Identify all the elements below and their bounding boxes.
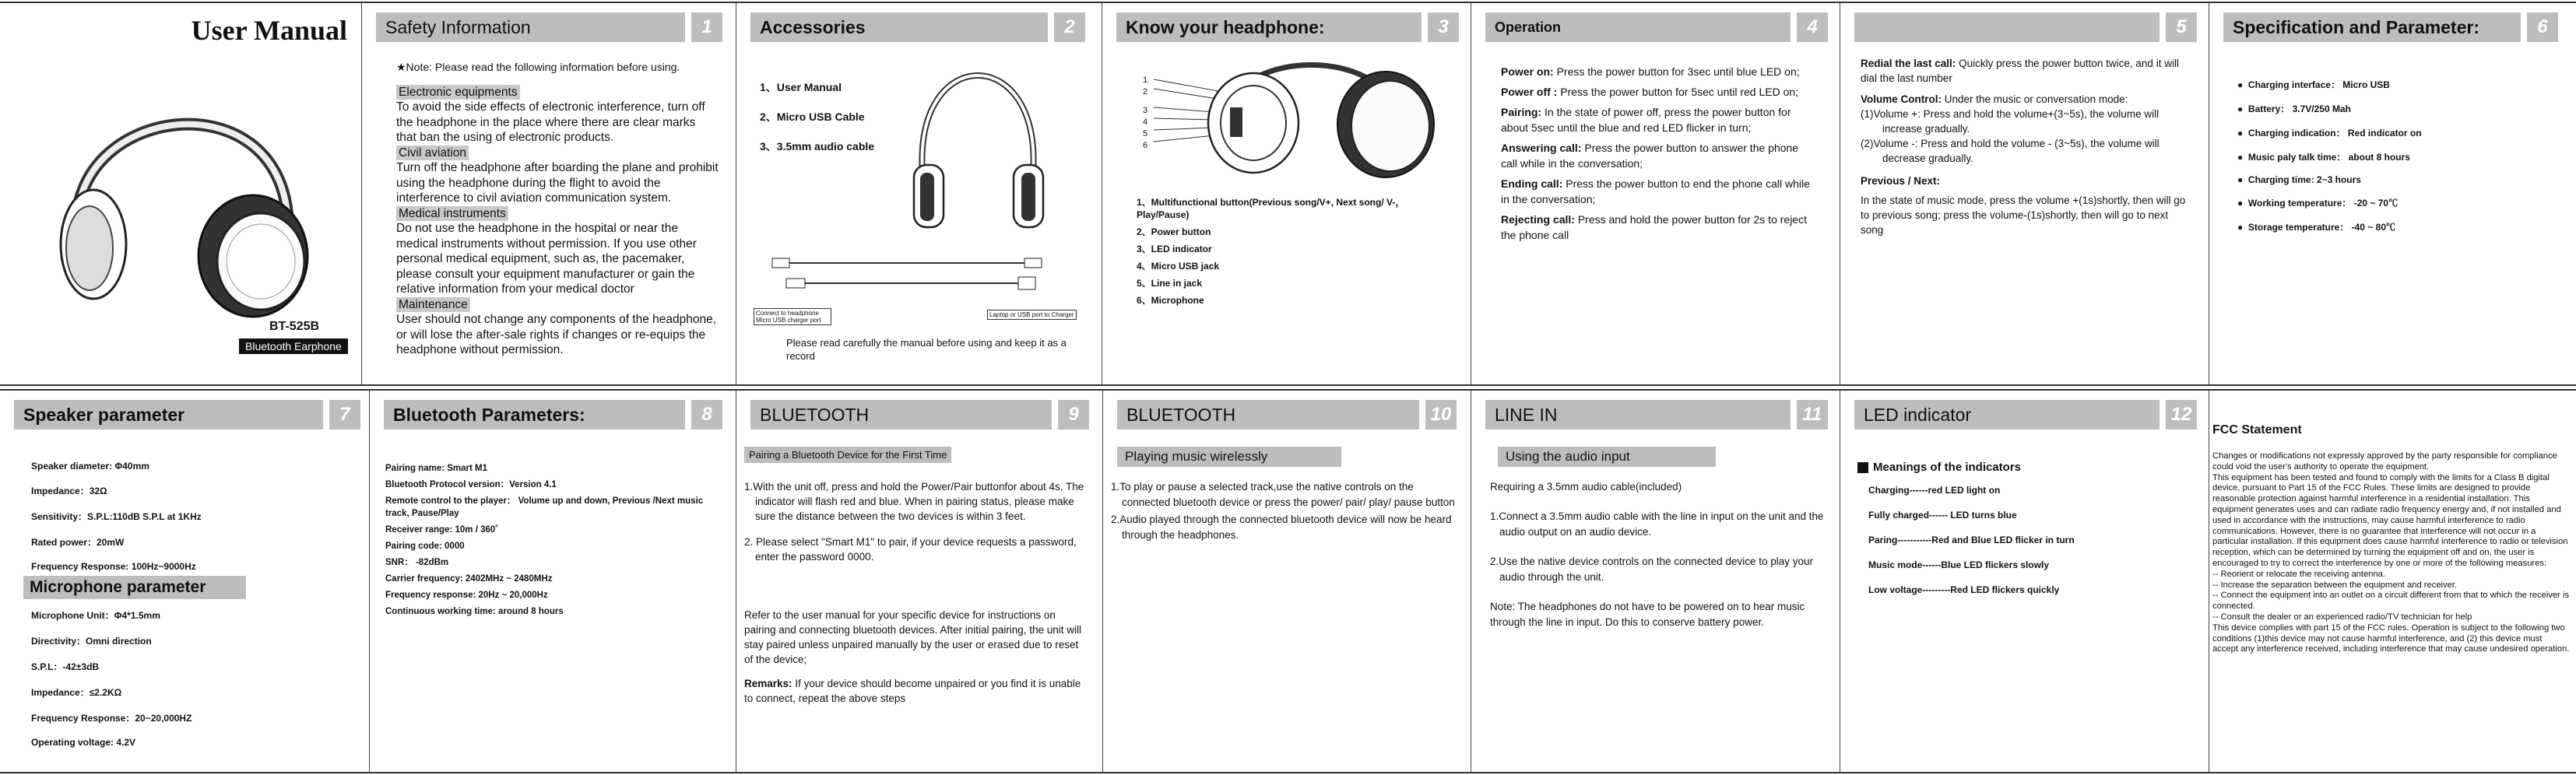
fcc-line: -- Reorient or relocate the receiving antenna. (2212, 569, 2386, 579)
led-list (1868, 485, 2075, 606)
redial-label: Redial the last call: (1861, 58, 1956, 69)
headphone-side-icon (1152, 62, 1448, 179)
cover-panel (0, 3, 362, 384)
prevnext-label: Previous / Next: (1861, 175, 1941, 187)
safety-section (396, 297, 719, 358)
linein-body (1490, 479, 1826, 630)
section-text: User should not change any components of the headphone, or will lose the after-sale rights if changes or re-equips the headphone without permission. (396, 313, 717, 356)
list-item: 6、Microphone (1137, 295, 1204, 306)
list-item: Pairing name: Smart M1 (385, 464, 488, 473)
page-number: 5 (2166, 12, 2197, 42)
top-sheet (0, 2, 2576, 386)
list-item: Receiver range: 10m / 360˚ (385, 525, 499, 535)
volume-item: (2)Volume -: Press and hold the volume - (3~5s), the volume will decrease gradually. (1861, 138, 2160, 164)
btparams-header-title: Bluetooth Parameters: (384, 400, 685, 430)
remarks-label: Remarks: (744, 678, 792, 689)
list-item: Impedance：≤2.2KΩ (31, 687, 122, 698)
entry-label: Rejecting call: (1501, 213, 1575, 226)
list-item: 2、Power button (1137, 226, 1211, 237)
list-item: Rated power：20mW (31, 537, 125, 548)
volume-item: (1)Volume +: Press and hold the volume+(3~5s), the volume will increase gradually. (1861, 108, 2160, 135)
operation-body (1501, 64, 1816, 247)
linein-header-title: LINE IN (1485, 400, 1791, 430)
speaker-header (14, 400, 360, 430)
list-item: Charging------red LED light on (1868, 485, 2001, 496)
list-item: ● Charging indication： Red indicator on (2237, 128, 2422, 139)
accessories-footer: Please read carefully the manual before using and keep it as a record (786, 337, 1067, 362)
list-item: ● Charging time: 2~3 hours (2237, 174, 2361, 185)
section-text: Turn off the headphone after boarding the plane and prohibit using the headphone during the flight to avoid the interference to civil aviation communication system. (396, 161, 719, 205)
led-subheader: Meanings of the indicators (1873, 461, 2022, 474)
callout: 3 (1143, 106, 1148, 115)
list-item: Fully charged------ LED turns blue (1868, 510, 2017, 521)
know-panel (1102, 3, 1471, 384)
safety-header-title: Safety Information (376, 12, 685, 42)
operation-entry (1501, 84, 1816, 100)
cable-icon (768, 252, 1048, 299)
callout: 6 (1143, 141, 1148, 150)
bt-pairing-header (750, 400, 1089, 430)
spec-list (2237, 78, 2422, 233)
music-subheader: Playing music wirelessly (1117, 447, 1341, 467)
pairing-step: 2. Please select "Smart M1" to pair, if your device requests a password, enter the password 0000. (744, 536, 1077, 563)
list-item: ● Storage temperature： -40 ~ 80℃ (2237, 222, 2395, 233)
list-item: 3、3.5mm audio cable (760, 140, 875, 153)
entry-text: Press and hold the power button for 2s to reject the phone call (1501, 213, 1807, 241)
led-header (1854, 400, 2197, 430)
cover-title: User Manual (191, 15, 347, 46)
prevnext-text: In the state of music mode, press the volume +(1s)shortly, then will go to previous song; press the volume-(1s)shortly, then will go to next song (1861, 195, 2186, 236)
callout: 4 (1143, 117, 1148, 127)
safety-section (396, 146, 719, 206)
entry-text: In the state of power off, press the power button for about 5sec until the blue and red LED flicker in turn; (1501, 106, 1791, 134)
speaker-header-title: Speaker parameter (14, 400, 323, 430)
page-number: 1 (691, 12, 722, 42)
list-item: Bluetooth Protocol version：Version 4.1 (385, 480, 557, 489)
page-number: 2 (1054, 12, 1085, 42)
linein-header (1485, 400, 1828, 430)
know-header-title: Know your headphone: (1116, 12, 1422, 42)
spec-header-title: Specification and Parameter: (2223, 12, 2521, 42)
list-item: 4、Micro USB jack (1137, 261, 1220, 272)
fcc-title: FCC Statement (2212, 423, 2302, 437)
fcc-panel (2209, 391, 2576, 772)
list-item: Microphone Unit：Φ4*1.5mm (31, 610, 160, 621)
led-panel (1840, 391, 2209, 772)
section-title: Maintenance (396, 297, 470, 313)
list-item: Paring-----------Red and Blue LED flicker in turn (1868, 535, 2075, 545)
operation-entry (1501, 64, 1816, 79)
mic-header: Microphone parameter (23, 576, 246, 599)
volume-label: Volume Control: (1861, 93, 1942, 105)
redial-entry (1861, 56, 2188, 86)
led-header-title: LED indicator (1854, 400, 2160, 430)
entry-label: Ending call: (1501, 177, 1563, 190)
safety-body (396, 60, 719, 358)
entry-label: Answering call: (1501, 142, 1582, 154)
page-number: 10 (1425, 400, 1457, 430)
fcc-line: This equipment has been tested and found to comply with the limits for a Class B digital device, pursuant to Part 15 of the FCC Rules. These limits are designed to provide reasonable protection against harmful interference in a residential installation. This equipment generates uses and can radiate radio frequency energy and, if not installed and used in accordance with the instructions, may cause harmful interference to radio communications. However, there is no guarantee that interference will not occur in a particular installation. If this equipment does cause harmful interference to radio or television reception, which can be determined by turning the equipment off and on, the user is encouraged to try to correct the interference by one or more of the following measures: (2212, 472, 2568, 568)
accessories-header-title: Accessories (750, 12, 1048, 42)
list-item: 5、Line in jack (1137, 278, 1203, 289)
list-item: ● Music paly talk time： about 8 hours (2237, 152, 2410, 163)
parts-list (1137, 196, 1417, 317)
controls-body (1861, 56, 2188, 237)
section-text: Do not use the headphone in the hospital or near the medical instruments without permission. If you use other personal medical equipment, such as, the pacemaker, please consult your equipment manufacturer or gain the relative information from your medical doctor (396, 222, 697, 296)
entry-text: Press the power button to end the phone call while in the conversation; (1501, 177, 1810, 205)
operation-header (1485, 12, 1828, 42)
operation-entry (1501, 140, 1816, 171)
pairing-body (744, 479, 1088, 706)
safety-header (376, 12, 722, 42)
know-header (1116, 12, 1459, 42)
list-item: Operating voltage: 4.2V (31, 737, 136, 748)
safety-section (396, 85, 719, 146)
operation-entry (1501, 104, 1816, 135)
list-item: Music mode------Blue LED flickers slowly (1868, 559, 2050, 570)
linein-note: Note: The headphones do not have to be powered on to hear music through the line in input. Do this to conserve battery power. (1490, 601, 1805, 628)
cable-label-right: Laptop or USB port to Charger (987, 310, 1077, 320)
bottom-sheet (0, 389, 2576, 773)
entry-label: Power on: (1501, 65, 1554, 78)
entry-label: Pairing: (1501, 106, 1542, 118)
page-number: 8 (691, 400, 722, 430)
entry-label: Power off : (1501, 86, 1558, 98)
list-item: 3、LED indicator (1137, 244, 1212, 254)
linein-subheader: Using the audio input (1498, 447, 1716, 467)
bt-pairing-panel (736, 391, 1103, 772)
operation-header-title: Operation (1485, 12, 1791, 42)
fcc-line: -- Connect the equipment into an outlet on a circuit different from that to which the receiver is connected. (2212, 591, 2570, 612)
page-number: 3 (1428, 12, 1459, 42)
pairing-subheader: Pairing a Bluetooth Device for the First Time (744, 447, 951, 463)
section-title: Electronic equipments (396, 85, 520, 100)
callout: 1 (1143, 75, 1148, 85)
page-number: 4 (1797, 12, 1828, 42)
list-item: 1、Multifunctional button(Previous song/V+, Next song/ V-，Play/Pause) (1137, 197, 1405, 220)
headphone-illustration (47, 58, 311, 322)
music-body (1111, 479, 1460, 543)
callout-numbers (1143, 75, 1147, 152)
list-item: Frequency Response: 100Hz~9000Hz (31, 561, 196, 572)
safety-section (396, 206, 719, 297)
list-item: Frequency Response：20~20,000HZ (31, 713, 192, 724)
music-step: 2.Audio played through the connected bluetooth device will now be heard through the headphones. (1111, 514, 1452, 541)
cable-label-left: Connect to headphone Micro USB charger port (754, 308, 831, 325)
square-bullet-icon (1857, 462, 1868, 473)
pairing-step: 1.With the unit off, press and hold the Power/Pair buttonfor about 4s. The indicator will flash red and blue. When in pairing status, please make sure the distance between the two devices is within 3 feet. (744, 481, 1084, 522)
list-item: Impedance：32Ω (31, 486, 107, 496)
speaker-panel (0, 391, 370, 772)
linein-intro: Requiring a 3.5mm audio cable(included) (1490, 481, 1682, 493)
fcc-line: Changes or modifications not expressly approved by the party responsible for compliance could void the user's authority to operate the equipment. (2212, 451, 2557, 472)
bt-music-header (1117, 400, 1457, 430)
page-number: 11 (1797, 400, 1828, 430)
list-item: 1、User Manual (760, 81, 842, 93)
linein-step: 2.Use the native device controls on the connected device to play your audio through the unit. (1490, 556, 1813, 583)
operation-entry (1501, 176, 1816, 207)
operation-panel (1471, 3, 1840, 384)
entry-text: Press the power button for 5sec until red LED on; (1560, 86, 1799, 98)
list-item: ● Charging interface： Micro USB (2237, 79, 2390, 90)
spec-header (2223, 12, 2558, 42)
entry-text: Press the power button to answer the phone call while in the conversation; (1501, 142, 1799, 170)
remarks-text: If your device should become unpaired or you find it is unable to connect, repeat the above steps (744, 678, 1081, 704)
bt-pairing-header-title: BLUETOOTH (750, 400, 1052, 430)
list-item: Remote control to the player： Volume up and down, Previous /Next music track, Pause/Play (385, 496, 704, 518)
section-title: Civil aviation (396, 146, 469, 161)
list-item: Continuous working time: around 8 hours (385, 607, 564, 616)
remarks (744, 676, 1088, 706)
list-item: Sensitivity：S.P.L:110dB S.P.L at 1KHz (31, 511, 202, 522)
list-item: ● Battery： 3.7V/250 Mah (2237, 103, 2351, 114)
led-subheader-row (1857, 461, 2021, 474)
btparams-list (385, 462, 712, 629)
callout: 5 (1143, 129, 1148, 139)
page-number: 12 (2166, 400, 2197, 430)
safety-note: ★Note: Please read the following information before using. (396, 61, 680, 73)
spec-panel (2209, 3, 2576, 384)
linein-step: 1.Connect a 3.5mm audio cable with the line in input on the unit and the audio output on an audio device. (1490, 510, 1824, 538)
controls-header-title (1854, 12, 2160, 42)
list-item: Pairing code: 0000 (385, 542, 465, 551)
list-item: S.P.L：-42±3dB (31, 661, 100, 672)
list-item: Speaker diameter: Φ40mm (31, 461, 149, 472)
entry-text: Press the power button for 3sec until blue LED on; (1556, 65, 1800, 78)
model-number: BT-525B (269, 320, 320, 333)
volume-text: Under the music or conversation mode: (1944, 93, 2128, 105)
fcc-line: -- Increase the separation between the equipment and receiver. (2212, 580, 2458, 590)
section-text: To avoid the side effects of electronic interference, turn off the headphone in the place where there are clear marks that ban the using of electronic products. (396, 100, 705, 144)
accessories-panel (736, 3, 1102, 384)
list-item: 2、Micro USB Cable (760, 110, 865, 123)
accessories-header (750, 12, 1085, 42)
mic-list (31, 608, 192, 759)
fcc-body (2212, 451, 2570, 655)
linein-panel (1471, 391, 1840, 772)
fcc-line: -- Consult the dealer or an experienced radio/TV technician for help (2212, 612, 2472, 622)
volume-entry (1861, 92, 2188, 107)
bt-music-panel (1103, 391, 1471, 772)
btparams-header (384, 400, 722, 430)
list-item: Frequency response: 20Hz ~ 20,000Hz (385, 591, 548, 600)
speaker-list (31, 461, 202, 583)
list-item: Carrier frequency: 2402MHz ~ 2480MHz (385, 574, 553, 584)
bt-music-header-title: BLUETOOTH (1117, 400, 1419, 430)
page-number: 6 (2527, 12, 2558, 42)
safety-panel (362, 3, 736, 384)
pairing-para: Refer to the user manual for your specific device for instructions on pairing and connecting bluetooth devices. After initial pairing, the unit will stay paired unless unpaired manually by the user or erased due to reset of the device; (744, 609, 1082, 665)
controls-header (1854, 12, 2197, 42)
redial-text: Quickly press the power button twice, and it will dial the last number (1861, 58, 2179, 84)
page-number: 9 (1058, 400, 1089, 430)
headphone-front-icon (900, 56, 1056, 243)
list-item: ● Working temperature： -20 ~ 70℃ (2237, 198, 2399, 209)
section-title: Medical instruments (396, 206, 508, 222)
product-badge: Bluetooth Earphone (239, 338, 348, 354)
music-step: 1.To play or pause a selected track,use the native controls on the connected bluetooth device or press the power/ pair/ play/ pause button (1111, 481, 1455, 508)
operation-entry (1501, 212, 1816, 243)
accessory-list (760, 79, 874, 165)
controls-panel (1840, 3, 2209, 384)
list-item: SNR： -82dBm (385, 558, 449, 567)
page-number: 7 (329, 400, 360, 430)
fcc-line: This device complies with part 15 of the FCC rules. Operation is subject to the following two conditions (1)this device may not cause harmful interference, and (2) this device must accept any interference received, including interference that may cause undesired operation. (2212, 622, 2570, 654)
list-item: Directivity：Omni direction (31, 636, 152, 647)
btparams-panel (370, 391, 736, 772)
callout: 2 (1143, 87, 1148, 96)
list-item: Low voltage---------Red LED flickers quickly (1868, 584, 2060, 595)
